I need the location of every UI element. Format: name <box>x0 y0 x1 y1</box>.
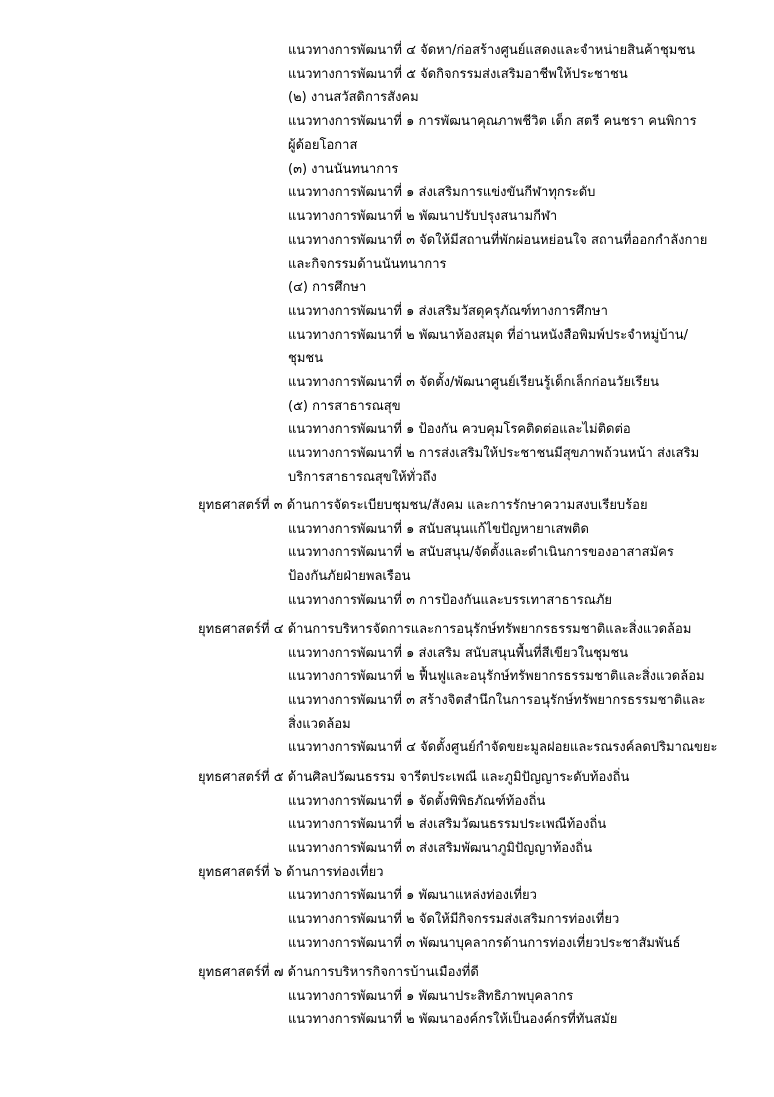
guideline-item: แนวทางการพัฒนาที่ ๑ พัฒนาแหล่งท่องเที่ยว <box>288 888 537 903</box>
subsection-heading: (๓) งานนันทนาการ <box>288 162 399 177</box>
guideline-item: แนวทางการพัฒนาที่ ๑ จัดตั้งพิพิธภัณฑ์ท้องถิ่น <box>288 794 546 809</box>
guideline-item: แนวทางการพัฒนาที่ ๒ พัฒนาห้องสมุด ที่อ่านหนังสือพิมพ์ประจำหมู่บ้าน/ <box>288 328 689 343</box>
subsection-heading: (๕) การสาธารณสุข <box>288 399 401 414</box>
guideline-continuation: สิ่งแวดล้อม <box>288 717 351 732</box>
subsection-heading: (๔) การศึกษา <box>288 280 367 295</box>
guideline-item: แนวทางการพัฒนาที่ ๒ พัฒนาองค์กรให้เป็นองค์กรที่ทันสมัย <box>288 1012 618 1027</box>
guideline-continuation: บริการสาธารณสุขให้ทั่วถึง <box>288 470 437 485</box>
guideline-continuation: ผู้ด้อยโอกาส <box>288 138 358 153</box>
guideline-item: แนวทางการพัฒนาที่ ๒ จัดให้มีกิจกรรมส่งเสริมการท่องเที่ยว <box>288 912 620 927</box>
guideline-item: แนวทางการพัฒนาที่ ๑ ส่งเสริมวัสดุครุภัณฑ์ทางการศึกษา <box>288 304 608 319</box>
guideline-item: แนวทางการพัฒนาที่ ๓ การป้องกันและบรรเทาสาธารณภัย <box>288 593 613 608</box>
guideline-continuation: ชุมชน <box>288 351 324 366</box>
guideline-item: แนวทางการพัฒนาที่ ๒ พัฒนาปรับปรุงสนามกีฬา <box>288 209 558 224</box>
guideline-item: แนวทางการพัฒนาที่ ๑ การพัฒนาคุณภาพชีวิต เด็ก สตรี คนชรา คนพิการ <box>288 114 697 129</box>
strategy-heading: ยุทธศาสตร์ที่ ๔ ด้านการบริหารจัดการและการอนุรักษ์ทรัพยากรธรรมชาติและสิ่งแวดล้อม <box>198 622 692 637</box>
strategy-heading: ยุทธศาสตร์ที่ ๖ ด้านการท่องเที่ยว <box>198 865 384 880</box>
guideline-item: แนวทางการพัฒนาที่ ๑ ส่งเสริม สนับสนุนพื้นที่สีเขียวในชุมชน <box>288 646 629 661</box>
guideline-item: แนวทางการพัฒนาที่ ๑ ป้องกัน ควบคุมโรคติดต่อและไม่ติดต่อ <box>288 422 631 437</box>
subsection-heading: (๒) งานสวัสดิการสังคม <box>288 90 419 105</box>
guideline-item: แนวทางการพัฒนาที่ ๒ การส่งเสริมให้ประชาชนมีสุขภาพถ้วนหน้า ส่งเสริม <box>288 446 700 461</box>
guideline-item: แนวทางการพัฒนาที่ ๓ จัดให้มีสถานที่พักผ่อนหย่อนใจ สถานที่ออกกำลังกาย <box>288 233 708 248</box>
guideline-continuation: และกิจกรรมด้านนันทนาการ <box>288 257 447 272</box>
guideline-item: แนวทางการพัฒนาที่ ๓ จัดตั้ง/พัฒนาศูนย์เรียนรู้เด็กเล็กก่อนวัยเรียน <box>288 375 660 390</box>
guideline-item: แนวทางการพัฒนาที่ ๓ สร้างจิตสำนึกในการอนุรักษ์ทรัพยากรธรรมชาติและ <box>288 693 706 708</box>
strategy-heading: ยุทธศาสตร์ที่ ๓ ด้านการจัดระเบียบชุมชน/สังคม และการรักษาความสงบเรียบร้อย <box>198 498 648 513</box>
guideline-item: แนวทางการพัฒนาที่ ๓ ส่งเสริมพัฒนาภูมิปัญญาท้องถิ่น <box>288 841 593 856</box>
guideline-item: แนวทางการพัฒนาที่ ๑ สนับสนุนแก้ไขปัญหายาเสพติด <box>288 522 589 537</box>
strategy-heading: ยุทธศาสตร์ที่ ๗ ด้านการบริหารกิจการบ้านเมืองที่ดี <box>198 965 479 980</box>
guideline-item: แนวทางการพัฒนาที่ ๒ ส่งเสริมวัฒนธรรมประเพณีท้องถิ่น <box>288 817 607 832</box>
guideline-item: แนวทางการพัฒนาที่ ๑ พัฒนาประสิทธิภาพบุคลากร <box>288 989 574 1004</box>
guideline-item: แนวทางการพัฒนาที่ ๑ ส่งเสริมการแข่งขันกีฬาทุกระดับ <box>288 185 596 200</box>
guideline-item: แนวทางการพัฒนาที่ ๕ จัดกิจกรรมส่งเสริมอาชีพให้ประชาชน <box>288 67 628 82</box>
guideline-item: แนวทางการพัฒนาที่ ๔ จัดหา/ก่อสร้างศูนย์แสดงและจำหน่ายสินค้าชุมชน <box>288 43 696 58</box>
guideline-item: แนวทางการพัฒนาที่ ๒ ฟื้นฟูและอนุรักษ์ทรัพยากรธรรมชาติและสิ่งแวดล้อม <box>288 669 705 684</box>
guideline-item: แนวทางการพัฒนาที่ ๔ จัดตั้งศูนย์กำจัดขยะมูลฝอยและรณรงค์ลดปริมาณขยะ <box>288 740 718 755</box>
strategy-heading: ยุทธศาสตร์ที่ ๕ ด้านศิลปวัฒนธรรม จารีตประเพณี และภูมิปัญญาระดับท้องถิ่น <box>198 770 630 785</box>
guideline-item: แนวทางการพัฒนาที่ ๒ สนับสนุน/จัดตั้งและดำเนินการของอาสาสมัคร <box>288 545 674 560</box>
guideline-continuation: ป้องกันภัยฝ่ายพลเรือน <box>288 569 411 584</box>
guideline-item: แนวทางการพัฒนาที่ ๓ พัฒนาบุคลากรด้านการท่องเที่ยวประชาสัมพันธ์ <box>288 936 681 951</box>
